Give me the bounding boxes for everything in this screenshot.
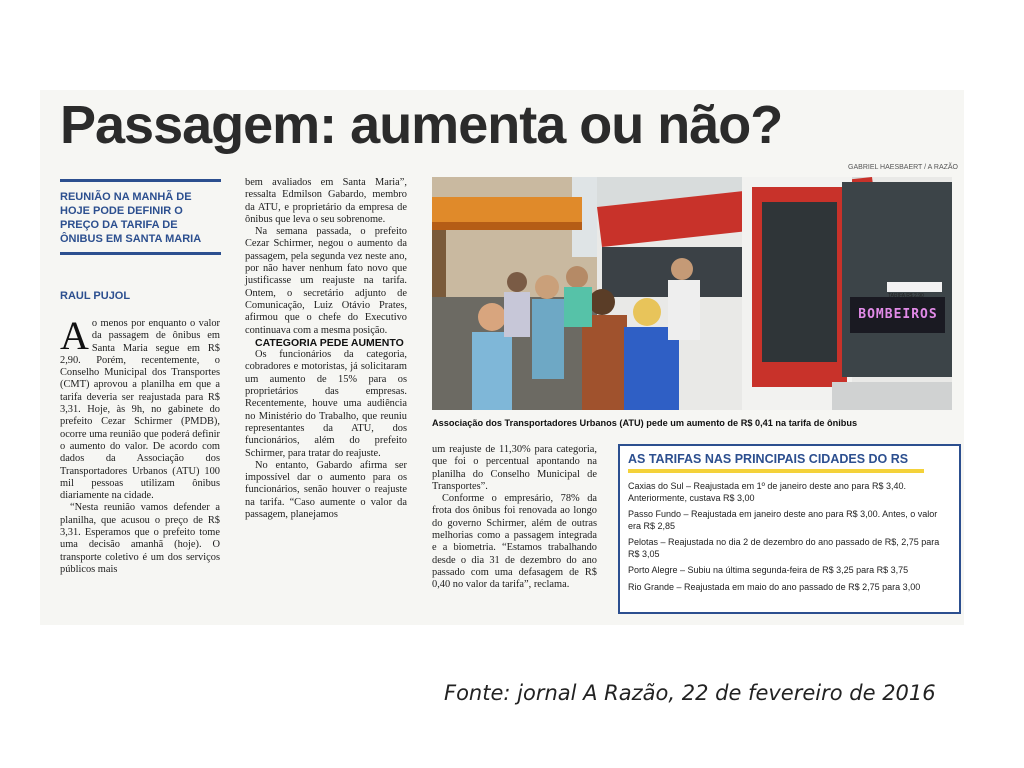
paragraph: Na semana passada, o prefeito Cezar Schirmer, negou o aumento da passagem, pela segunda vez neste ano, por não haver nenhum fato novo que justificasse um reajuste na tarifa. Ontem, o secretário adjunto de Comunicação, Luiz Otávio Prates, afirmou que o chefe do Executivo continuava com a mesma posição. [245, 226, 407, 336]
photo-credit: GABRIEL HAESBAERT / A RAZÃO [848, 164, 958, 171]
drop-cap: A [60, 313, 89, 358]
article-column-3 [432, 444, 597, 592]
bus-destination-sign: BOMBEIROS [858, 307, 938, 322]
headline: Passagem: aumenta ou não? [60, 95, 783, 155]
fare-item: Rio Grande – Reajustada em maio do ano passado de R$ 2,75 para 3,00 [628, 581, 921, 592]
bus-fare-sign: TARIFA R$ 2,90 [888, 293, 924, 299]
title-underline [628, 469, 924, 473]
byline: RAUL PUJOL [60, 290, 131, 302]
paragraph: No entanto, Gabardo afirma ser impossível dar o aumento para os funcionários, senão houver o reajuste na tarifa. “Caso aumente o valor da passagem, planejamos [245, 459, 407, 521]
photo-caption: Associação dos Transportadores Urbanos (ATU) pede um aumento de R$ 0,41 na tarifa de ônibus [432, 418, 858, 428]
fare-item: Passo Fundo – Reajustada em janeiro deste ano para R$ 3,00. Antes, o valor era R$ 2,85 [628, 509, 938, 531]
kicker: REUNIÃO NA MANHÃ DE HOJE PODE DEFINIR O PREÇO DA TARIFA DE ÔNIBUS EM SANTA MARIA [60, 191, 202, 245]
fares-box [618, 444, 961, 614]
subhead: CATEGORIA PEDE AUMENTO [255, 336, 404, 349]
bus-photo [432, 177, 952, 410]
kicker-box [60, 179, 221, 255]
source-caption: Fonte: jornal A Razão, 22 de fevereiro de 2016 [444, 681, 936, 705]
fares-box-title: AS TARIFAS NAS PRINCIPAIS CIDADES DO RS [628, 452, 909, 466]
paragraph: Os funcionários da categoria, cobradores e motoristas, já solicitaram um aumento de 15% para os proprietários das empresas. Recentemente, houve uma audiência no Ministério do Trabalho, que reuniu representantes da ATU, dos funcionários, além do prefeito Schirmer, para tratar do reajuste. [245, 349, 407, 459]
paragraph: um reajuste de 11,30% para categoria, que foi o percentual apontando na planilha do Conselho Municipal de Transportes”. [432, 444, 597, 492]
fare-item: Pelotas – Reajustada no dia 2 de dezembro do ano passado de R$, 2,75 para R$ 3,05 [628, 537, 940, 559]
fare-item: Caxias do Sul – Reajustada em 1º de janeiro deste ano para R$ 3,40. Anteriormente, custava R$ 3,00 [628, 481, 906, 503]
paragraph: “Nesta reunião vamos defender a planilha, que acusou o preço de R$ 3,31. Esperamos que o prefeito tome uma decisão amanhã (hoje). O transporte coletivo é um dos serviços públicos mais [60, 502, 220, 575]
article-column-1 [60, 313, 220, 576]
paragraph: bem avaliados em Santa Maria”, ressalta Edmilson Gabardo, membro da ATU, e proprietário da empresa de ônibus que leva o seu sobrenome. [245, 177, 407, 225]
bus-stop-illustration [432, 177, 952, 410]
newspaper-clipping [40, 90, 964, 625]
paragraph: Ao menos por enquanto o valor da passagem de ônibus em Santa Maria segue em R$ 2,90. Porém, recentemente, o Conselho Municipal dos Transportes (CMT) aprovou a planilha em que a tarifa deveria ser reajustada para R$ 3,31. Hoje, às 9h, no gabinete do prefeito Cezar Schirmer (PMDB), ocorre uma reunião que poderá definir o aumento do valor. De acordo com dados da Associação dos Transportadores Urbanos (ATU) 100 mil pessoas utilizam ônibus diariamente na cidade. [60, 313, 220, 502]
article-column-2 [245, 177, 407, 521]
fare-item: Porto Alegre – Subiu na última segunda-feira de R$ 3,25 para R$ 3,75 [628, 565, 909, 575]
paragraph: Conforme o empresário, 78% da frota dos ônibus foi renovada ao longo do governo Schirmer, além de outras melhorias como a passagem integrada e a biometria. “Estamos trabalhando desde o dia 31 de dezembro do ano passado com uma defasagem de R$ 0,40 no valor da tarifa”, reclama. [432, 493, 597, 591]
